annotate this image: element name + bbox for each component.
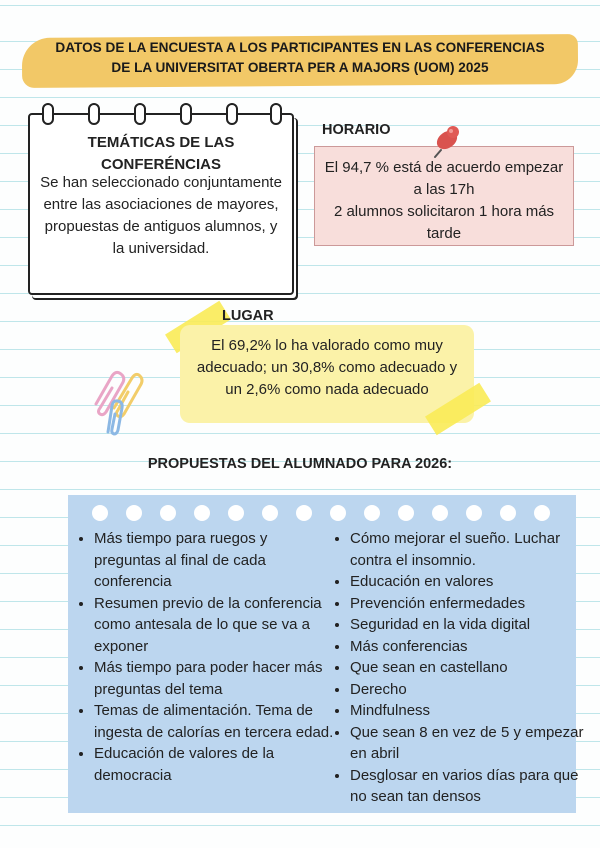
list-item: • Más conferencias bbox=[350, 636, 586, 658]
propuestas-list-left bbox=[72, 528, 338, 786]
title-line-1: DATOS DE LA ENCUESTA A LOS PARTICIPANTES EN LAS CONFERENCIAS bbox=[55, 40, 545, 55]
punch-hole bbox=[126, 505, 142, 521]
list-item: • Más tiempo para poder hacer más preguntas del tema bbox=[94, 657, 338, 700]
horario-box bbox=[314, 146, 574, 246]
punch-hole bbox=[262, 505, 278, 521]
lugar-text: El 69,2% lo ha valorado como muy adecuado; un 30,8% como adecuado y un 2,6% como nada adecuado bbox=[196, 337, 458, 398]
punch-hole bbox=[296, 505, 312, 521]
binder-ring bbox=[42, 103, 54, 125]
list-item: • Más tiempo para ruegos y preguntas al final de cada conferencia bbox=[94, 528, 338, 593]
list-item: • Resumen previo de la conferencia como antesala de lo que se va a exponer bbox=[94, 593, 338, 658]
punch-hole bbox=[194, 505, 210, 521]
list-item: • Derecho bbox=[350, 679, 586, 701]
propuestas-list-right bbox=[328, 528, 586, 808]
punch-hole bbox=[364, 505, 380, 521]
binder-ring bbox=[226, 103, 238, 125]
paperclip-icon bbox=[82, 368, 152, 438]
punch-hole bbox=[466, 505, 482, 521]
list-item: • Educación de valores de la democracia bbox=[94, 743, 338, 786]
punch-hole bbox=[500, 505, 516, 521]
binder-ring bbox=[88, 103, 100, 125]
list-item: • Temas de alimentación. Tema de ingesta de calorías en tercera edad. bbox=[94, 700, 338, 743]
propuestas-box bbox=[68, 495, 584, 813]
pushpin-icon bbox=[432, 124, 464, 158]
list-item: • Que sean en castellano bbox=[350, 657, 586, 679]
punch-hole bbox=[534, 505, 550, 521]
tematicas-card bbox=[28, 113, 294, 295]
punch-hole bbox=[228, 505, 244, 521]
binder-ring bbox=[134, 103, 146, 125]
lugar-label: LUGAR bbox=[222, 308, 274, 324]
tematicas-title: TEMÁTICAS DE LAS CONFERÉNCIAS bbox=[87, 134, 235, 173]
punch-hole bbox=[432, 505, 448, 521]
page-title bbox=[20, 38, 580, 78]
punch-hole bbox=[92, 505, 108, 521]
binder-ring bbox=[270, 103, 282, 125]
horario-label: HORARIO bbox=[322, 122, 391, 138]
list-item: • Que sean 8 en vez de 5 y empezar en abril bbox=[350, 722, 586, 765]
punch-hole bbox=[160, 505, 176, 521]
list-item: • Prevención enfermedades bbox=[350, 593, 586, 615]
binder-ring bbox=[180, 103, 192, 125]
punch-hole bbox=[398, 505, 414, 521]
list-item: • Mindfulness bbox=[350, 700, 586, 722]
title-line-2: DE LA UNIVERSITAT OBERTA PER A MAJORS (UOM) 2025 bbox=[111, 60, 489, 75]
list-item: • Desglosar en varios días para que no sean tan densos bbox=[350, 765, 586, 808]
propuestas-heading: PROPUESTAS DEL ALUMNADO PARA 2026: bbox=[147, 456, 453, 472]
lugar-box bbox=[180, 325, 474, 423]
tematicas-text: Se han seleccionado conjuntamente entre las asociaciones de mayores, propuestas de antiguos alumnos, y la universidad. bbox=[40, 174, 282, 257]
horario-text: El 94,7 % está de acuerdo empezar a las 17h 2 alumnos solicitaron 1 hora más tarde bbox=[324, 159, 564, 242]
list-item: • Educación en valores bbox=[350, 571, 586, 593]
list-item: • Cómo mejorar el sueño. Luchar contra el insomnio. bbox=[350, 528, 586, 571]
punch-hole bbox=[330, 505, 346, 521]
list-item: • Seguridad en la vida digital bbox=[350, 614, 586, 636]
